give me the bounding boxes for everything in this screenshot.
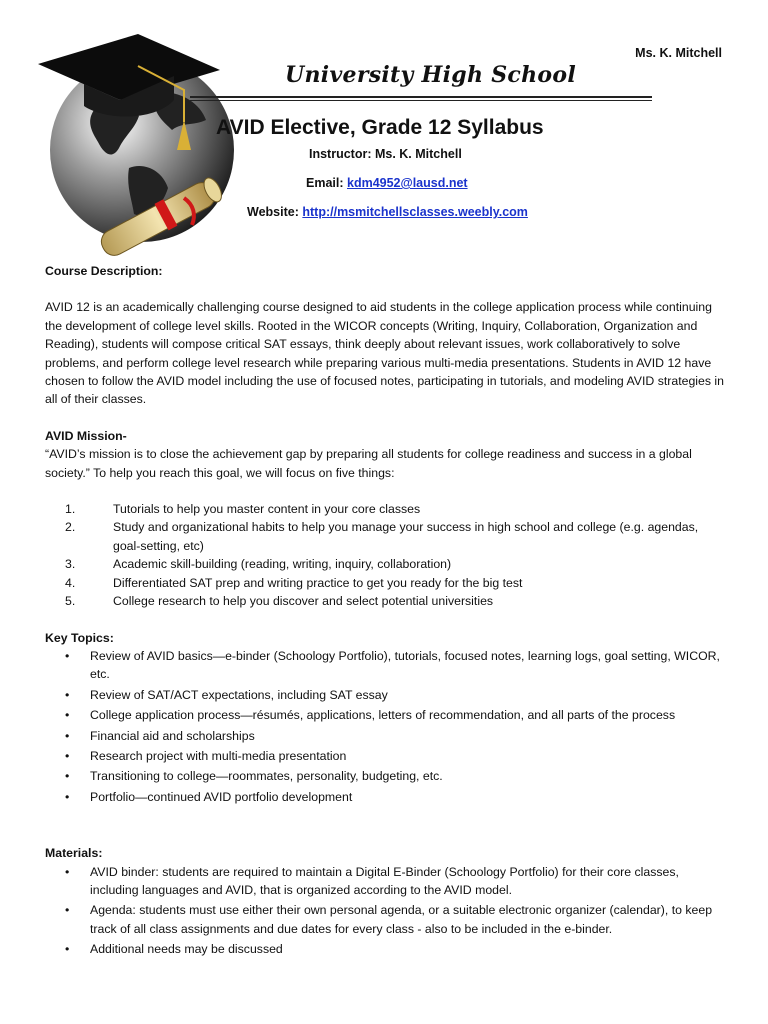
website-label: Website: [247, 205, 299, 219]
school-name: University High School [285, 62, 577, 88]
list-item: • Agenda: students must use either their own personal agenda, or a suitable electronic organizer (calendar), to keep track of all class assignments and due dates for every class - also to be included in the e-binder. [65, 903, 713, 936]
list-item: 1. Tutorials to help you master content in your core classes [65, 502, 421, 517]
author-name: Ms. K. Mitchell [635, 46, 722, 60]
materials-heading: Materials: [45, 846, 103, 861]
email-line [306, 176, 468, 190]
list-item: • Review of AVID basics—e-binder (Schoology Portfolio), tutorials, focused notes, learning logs, goal setting, WICOR, etc. [65, 648, 720, 682]
mission-text: “AVID’s mission is to close the achievement gap by preparing all students for college readiness and success in a global society.” To help you reach this goal, we will focus on five things: [45, 447, 692, 480]
instructor-line: Instructor: Ms. K. Mitchell [309, 147, 462, 161]
list-item: 2. Study and organizational habits to help you manage your success in high school and college (e.g. agendas, goal-setting, etc) [65, 520, 699, 553]
course-description-heading: Course Description: [45, 264, 163, 278]
list-item: 3. Academic skill-building (reading, writing, inquiry, collaboration) [65, 557, 452, 572]
list-item: • Financial aid and scholarships [65, 728, 255, 743]
list-item: • Review of SAT/ACT expectations, including SAT essay [65, 687, 388, 702]
website-line [247, 205, 528, 219]
mission-heading: AVID Mission- [45, 428, 127, 443]
list-item: • Additional needs may be discussed [65, 942, 283, 957]
list-item: • College application process—résumés, applications, letters of recommendation, and all parts of the process [65, 708, 676, 723]
website-link[interactable]: http://msmitchellsclasses.weebly.com [302, 205, 528, 219]
syllabus-body [45, 262, 725, 961]
email-link[interactable]: kdm4952@lausd.net [347, 176, 468, 190]
key-topics-list [45, 647, 725, 806]
graduation-globe-logo [34, 30, 234, 260]
header-rule [190, 96, 652, 101]
list-item: 5. College research to help you discover and select potential universities [65, 594, 494, 609]
page-title: AVID Elective, Grade 12 Syllabus [216, 116, 544, 139]
list-item: • Portfolio—continued AVID portfolio development [65, 789, 353, 804]
materials-list [45, 863, 725, 959]
course-description-text: AVID 12 is an academically challenging course designed to aid students in the college application process while continuing the development of college level skills. Rooted in the WICOR concepts (Writing, Inquiry, Collaboration, Organization and Reading), students will compose critical SAT essays, think deeply about relevant issues, work collaboratively to solve problems, and perform college level research while preparing various multi-media presentations. Students in AVID 12 have chosen to follow the AVID model including the use of focused notes, participating in tutorials, and modeling AVID strategies in all of their classes. [45, 300, 725, 407]
list-item: • Transitioning to college—roommates, personality, budgeting, etc. [65, 769, 443, 784]
email-label: Email: [306, 176, 344, 190]
list-item: 4. Differentiated SAT prep and writing practice to get you ready for the big test [65, 575, 523, 590]
mission-list [45, 500, 725, 610]
list-item: • Research project with multi-media presentation [65, 748, 347, 763]
key-topics-heading: Key Topics: [45, 630, 114, 645]
list-item: • AVID binder: students are required to maintain a Digital E-Binder (Schoology Portfolio) for their core classes, including languages and AVID, that is organized according to the AVID model. [65, 864, 679, 897]
